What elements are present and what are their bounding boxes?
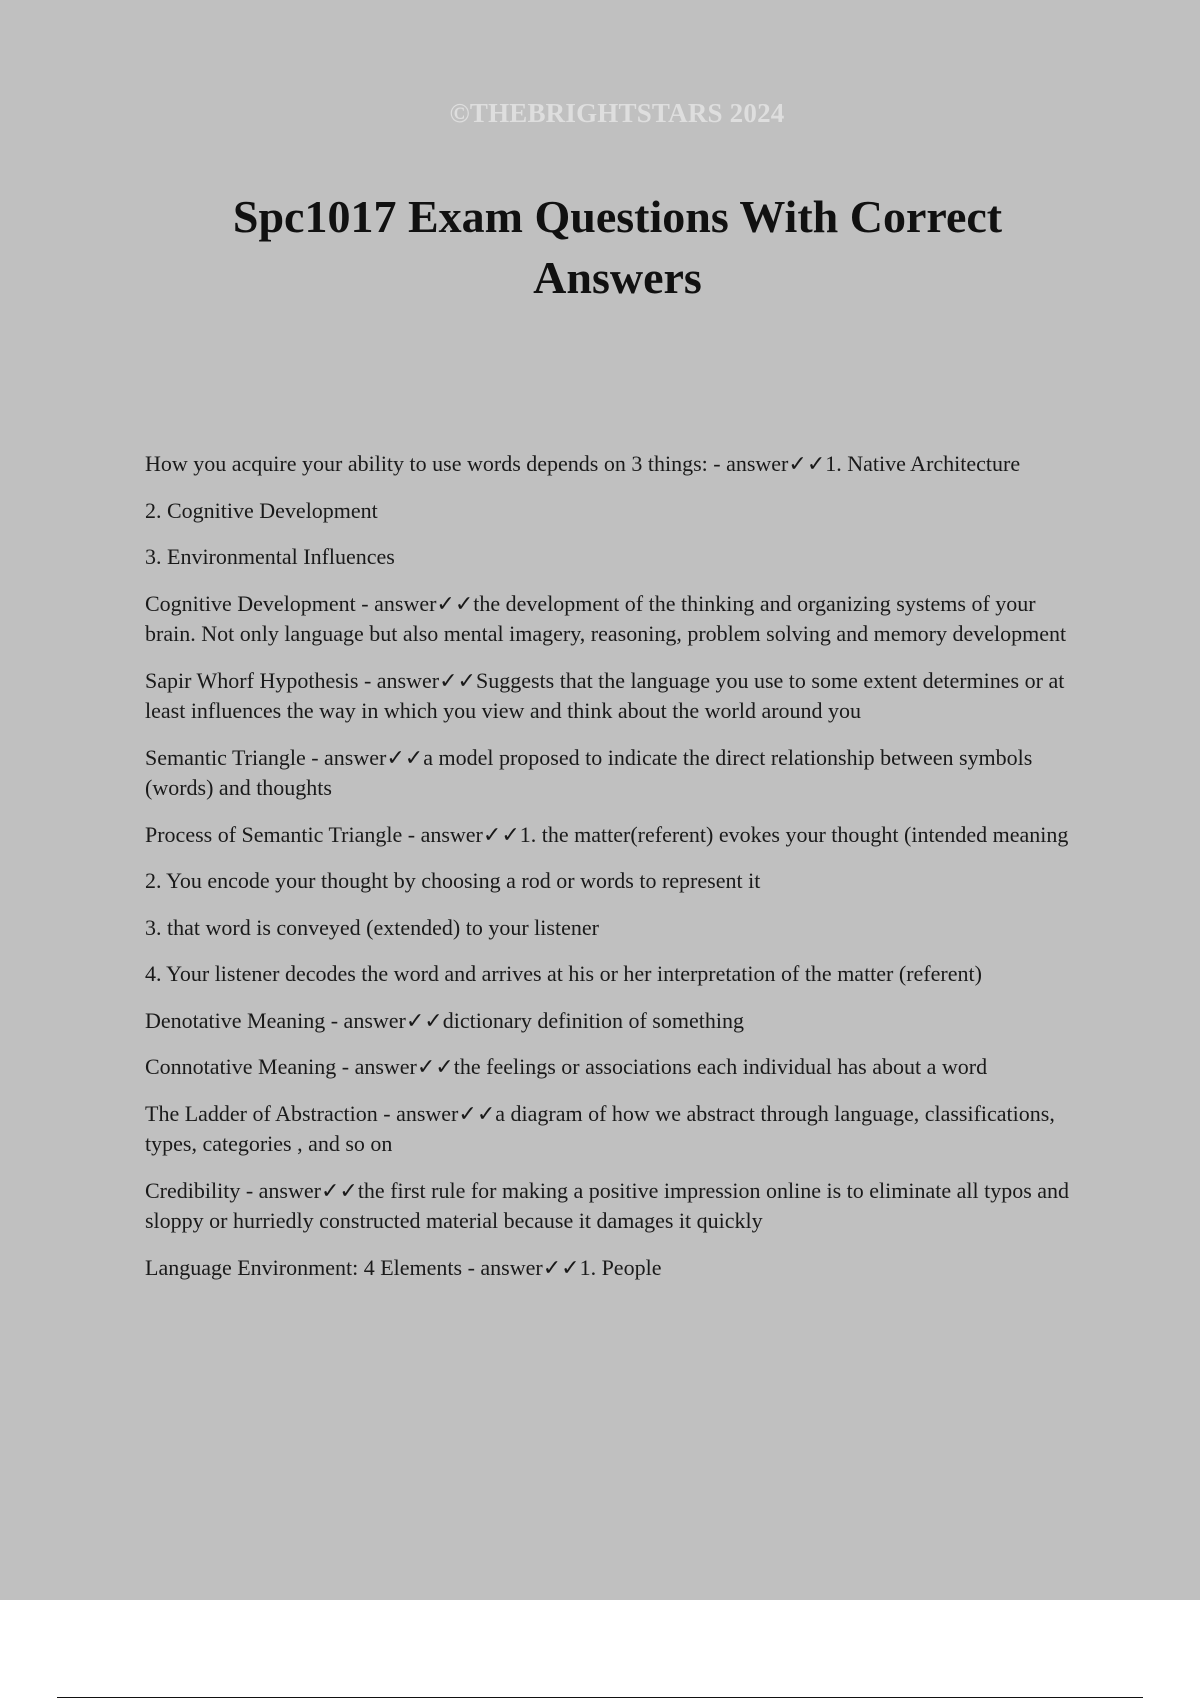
paragraph: Connotative Meaning - answer✓✓the feelings or associations each individual has about a word	[145, 1054, 988, 1079]
paragraph: The Ladder of Abstraction - answer✓✓a diagram of how we abstract through language, classifications, types, categories , and so on	[145, 1100, 1055, 1156]
paragraph: Language Environment: 4 Elements - answer✓✓1. People	[145, 1254, 662, 1280]
paragraph: Credibility - answer✓✓the first rule for making a positive impression online is to eliminate all typos and sloppy or hurriedly constructed material because it damages it quickly	[145, 1177, 1070, 1233]
paragraph: 3. Environmental Influences	[145, 544, 395, 569]
paragraph: Semantic Triangle - answer✓✓a model proposed to indicate the direct relationship between symbols (words) and thoughts	[145, 744, 1033, 800]
paragraph: Sapir Whorf Hypothesis - answer✓✓Suggests that the language you use to some extent determines or at least influences the way in which you view and think about the world around you	[145, 667, 1065, 723]
paragraph: Process of Semantic Triangle - answer✓✓1. the matter(referent) evokes your thought (intended meaning	[145, 821, 1069, 847]
watermark: ©THEBRIGHTSTARS 2024	[449, 98, 785, 128]
page-divider	[57, 1697, 1143, 1698]
paragraph: Denotative Meaning - answer✓✓dictionary definition of something	[145, 1007, 744, 1033]
paragraph: 4. Your listener decodes the word and arrives at his or her interpretation of the matter (referent)	[145, 961, 982, 986]
paragraph: 2. You encode your thought by choosing a rod or words to represent it	[145, 868, 761, 893]
document-body	[145, 449, 1085, 1299]
paragraph: How you acquire your ability to use words depends on 3 things: - answer✓✓1. Native Architecture	[145, 451, 1021, 476]
document-title: Spc1017 Exam Questions With Correct Answers	[232, 191, 1003, 303]
paragraph: 2. Cognitive Development	[145, 497, 378, 523]
paragraph: Cognitive Development - answer✓✓the development of the thinking and organizing systems of your brain. Not only language but also mental imagery, reasoning, problem solving and memory development	[145, 590, 1067, 646]
paragraph: 3. that word is conveyed (extended) to your listener	[145, 914, 599, 940]
